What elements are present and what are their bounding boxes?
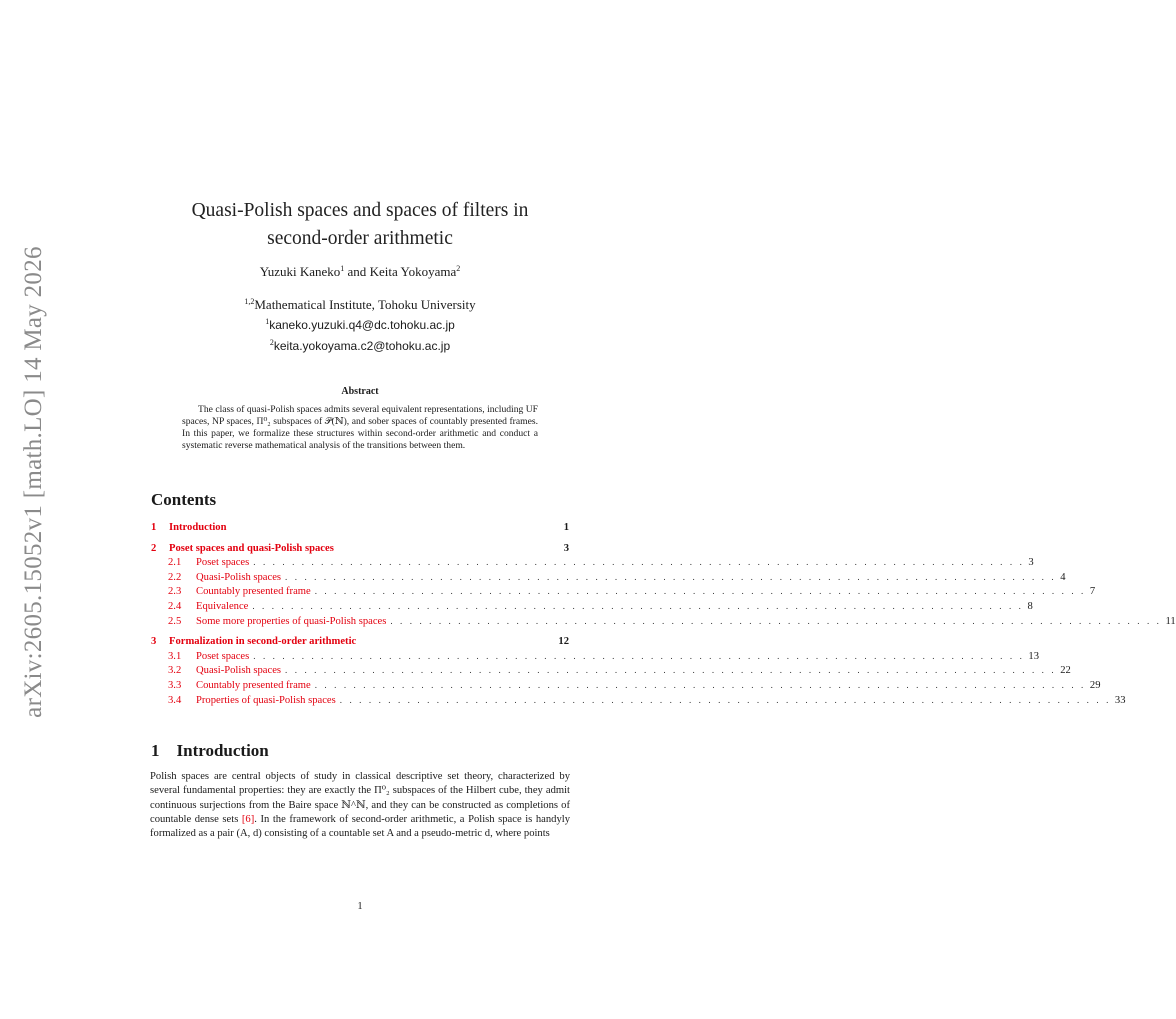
affiliation — [150, 293, 570, 313]
toc-entry-number[interactable]: 2.2 — [168, 571, 182, 583]
toc-entry-title[interactable]: Poset spaces and quasi-Polish spaces — [169, 542, 334, 554]
abstract-body: The class of quasi-Polish spaces admits several equivalent representations, including UF spaces, NP spaces, Π⁰₂ subspaces of 𝒫(ℕ), and sober spaces of countably presented frames. In this paper, we formalize these structures within second-order arithmetic and conduct a systematic reverse mathematical analysis of the transitions between them. — [182, 404, 538, 451]
intro-text-b: . In the framework of second-order arithmetic, a Polish space is handyly formalized as a pair (A, d) consisting of a countable set A and a pseudo-metric d, where points — [150, 813, 570, 840]
toc-entry-title[interactable]: Introduction — [169, 522, 227, 533]
affiliation-block — [150, 293, 570, 355]
title-line-1: Quasi-Polish spaces and spaces of filters in — [191, 200, 529, 221]
title-line-2: second-order arithmetic — [267, 228, 453, 249]
affiliation-sup: 1,2 — [244, 297, 255, 306]
toc-entry-title[interactable]: Equivalence — [196, 600, 249, 612]
toc-entry-number[interactable]: 3.2 — [168, 665, 182, 677]
arxiv-side-stamp — [14, 246, 54, 718]
toc-leader-dots: . . . . . . . . . . . . . . . . . . . . . . . . . . . . . . . . . . . . . . . . . . . . . . . . . . . . . . . . . . . . . . . . . . . . . . . . . . . . . . . . — [252, 600, 1024, 611]
toc-leader-dots: . . . . . . . . . . . . . . . . . . . . . . . . . . . . . . . . . . . . . . . . . . . . . . . . . . . . . . . . . . . . . . . . . . . . . . . . . . . . . . . . — [339, 694, 1111, 705]
author-1-sup: 1 — [340, 264, 345, 273]
toc-entry-title[interactable]: Quasi-Polish spaces — [196, 571, 282, 583]
arxiv-identifier: arXiv:2605.15052v1 [math.LO] 14 May 2026 — [20, 246, 47, 718]
author-1: Yuzuki Kaneko — [259, 264, 341, 279]
email-1-text[interactable]: kaneko.yuzuki.q4@dc.tohoku.ac.jp — [269, 318, 455, 332]
toc-entry-page: 8 — [1027, 600, 1033, 612]
toc-section-entry[interactable] — [151, 522, 569, 537]
toc-subsection-entry[interactable] — [151, 665, 1071, 680]
email-1[interactable] — [150, 313, 570, 334]
toc-entry-title[interactable]: Poset spaces — [196, 557, 250, 569]
toc-entry-title[interactable]: Poset spaces — [196, 650, 250, 662]
toc-subsection-entry[interactable] — [151, 694, 1126, 710]
toc-entry-number[interactable]: 2.3 — [168, 586, 182, 598]
toc-subsection-entry[interactable] — [151, 600, 1033, 616]
toc-leader-dots: . . . . . . . . . . . . . . . . . . . . . . . . . . . . . . . . . . . . . . . . . . . . . . . . . . . . . . . . . . . . . . . . . . . . . . . . . . . . . . . . — [253, 557, 1025, 568]
toc-entry-title[interactable]: Countably presented frame — [196, 586, 311, 598]
toc-entry-number[interactable]: 2.4 — [168, 600, 182, 612]
toc-entry-page: 13 — [1028, 650, 1040, 662]
toc-subsection-entry[interactable] — [151, 679, 1101, 695]
toc-entry-page: 29 — [1089, 679, 1101, 691]
table-of-contents — [151, 522, 1176, 709]
toc-entry-title[interactable]: Countably presented frame — [196, 679, 311, 691]
affiliation-text: Mathematical Institute, Tohoku University — [254, 297, 476, 312]
email-2-text[interactable]: keita.yokoyama.c2@tohoku.ac.jp — [273, 339, 451, 353]
toc-entry-number[interactable]: 1 — [151, 522, 157, 533]
author-conjunction: and — [344, 264, 370, 279]
toc-entry-page: 3 — [563, 542, 569, 554]
toc-entry-page: 12 — [558, 636, 569, 648]
toc-entry-number[interactable]: 3.4 — [168, 694, 182, 706]
toc-entry-title[interactable]: Properties of quasi-Polish spaces — [196, 694, 336, 706]
intro-paragraph — [150, 770, 570, 841]
toc-entry-page: 22 — [1060, 665, 1071, 677]
intro-text-a: Polish spaces are central objects of study in classical descriptive set theory, characterized by several fundamental properties: they are exactly the Π⁰₂ subspaces of the Hilbert cube, they admit continuous surjections from the Baire space ℕ^ℕ, and they can be constructed as completions of countable dense sets — [150, 771, 570, 825]
page-number: 1 — [357, 901, 363, 912]
toc-section-entry[interactable] — [151, 543, 569, 558]
email-2-sup: 2 — [269, 338, 274, 347]
toc-entry-page: 7 — [1089, 586, 1096, 598]
toc-leader-dots: . . . . . . . . . . . . . . . . . . . . . . . . . . . . . . . . . . . . . . . . . . . . . . . . . . . . . . . . . . . . . . . . . . . . . . . . . . . . . . . . — [285, 571, 1057, 582]
author-2-sup: 2 — [456, 264, 461, 273]
toc-leader-dots: . . . . . . . . . . . . . . . . . . . . . . . . . . . . . . . . . . . . . . . . . . . . . . . . . . . . . . . . . . . . . . . . . . . . . . . . . . . . . . . . — [285, 665, 1057, 676]
toc-subsection-entry[interactable] — [151, 586, 1096, 601]
toc-section-entry[interactable] — [151, 636, 569, 651]
toc-leader-dots: . . . . . . . . . . . . . . . . . . . . . . . . . . . . . . . . . . . . . . . . . . . . . . . . . . . . . . . . . . . . . . . . . . . . . . . . . . . . . . . . — [314, 586, 1086, 597]
toc-leader-dots: . . . . . . . . . . . . . . . . . . . . . . . . . . . . . . . . . . . . . . . . . . . . . . . . . . . . . . . . . . . . . . . . . . . . . . . . . . . . . . . . — [314, 679, 1086, 690]
toc-entry-number[interactable]: 2.1 — [168, 557, 182, 569]
toc-entry-title[interactable]: Formalization in second-order arithmetic — [169, 636, 357, 648]
author-2: Keita Yokoyama — [369, 264, 457, 279]
toc-entry-number[interactable]: 3.3 — [168, 679, 182, 691]
section-number: 1 — [151, 741, 160, 760]
paper-title — [150, 197, 570, 253]
author-list — [150, 264, 570, 280]
email-2[interactable] — [150, 334, 570, 355]
toc-entry-page: 11 — [1165, 615, 1176, 627]
section-title: Introduction — [176, 741, 269, 760]
toc-subsection-entry[interactable] — [151, 557, 1034, 572]
toc-entry-number[interactable]: 3 — [151, 636, 157, 648]
toc-leader-dots: . . . . . . . . . . . . . . . . . . . . . . . . . . . . . . . . . . . . . . . . . . . . . . . . . . . . . . . . . . . . . . . . . . . . . . . . . . . . . . . . — [390, 615, 1162, 626]
abstract-title: Abstract — [341, 386, 379, 397]
email-1-sup: 1 — [265, 317, 270, 326]
toc-subsection-entry[interactable] — [151, 650, 1040, 666]
toc-subsection-entry[interactable] — [151, 615, 1176, 631]
toc-entry-number[interactable]: 2.5 — [168, 615, 182, 627]
toc-entry-page: 3 — [1028, 557, 1034, 569]
toc-entry-page: 1 — [563, 522, 569, 533]
toc-entry-page: 33 — [1114, 694, 1126, 706]
toc-entry-title[interactable]: Quasi-Polish spaces — [196, 665, 282, 677]
section-heading — [151, 741, 269, 761]
toc-subsection-entry[interactable] — [151, 571, 1066, 587]
toc-leader-dots: . . . . . . . . . . . . . . . . . . . . . . . . . . . . . . . . . . . . . . . . . . . . . . . . . . . . . . . . . . . . . . . . . . . . . . . . . . . . . . . . — [253, 650, 1025, 661]
toc-entry-title[interactable]: Some more properties of quasi-Polish spaces — [196, 615, 387, 627]
contents-heading: Contents — [151, 490, 217, 509]
toc-entry-number[interactable]: 2 — [151, 542, 157, 554]
toc-entry-page: 4 — [1060, 571, 1066, 583]
citation-link[interactable]: [6] — [241, 813, 255, 825]
toc-entry-number[interactable]: 3.1 — [168, 650, 182, 662]
